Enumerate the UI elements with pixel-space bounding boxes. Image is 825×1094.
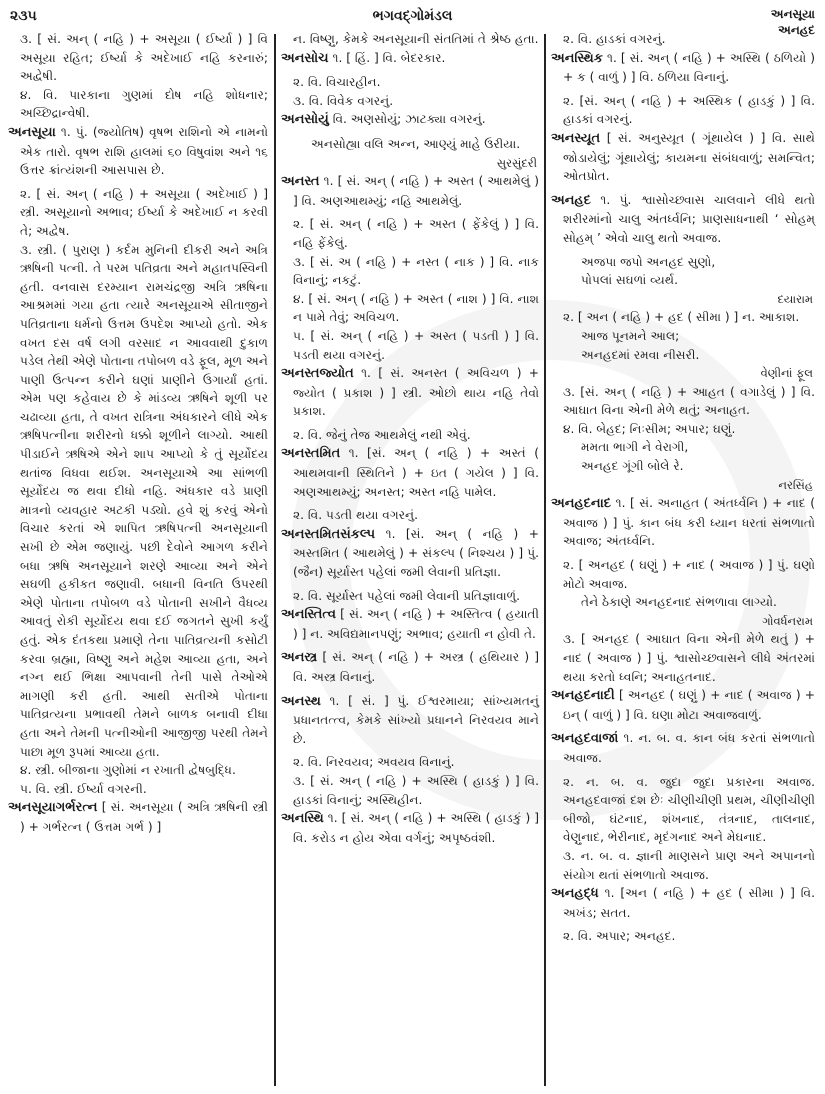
entry-definition: ૧. [સં. અન્ ( નહિ ) + અસ્તં ( આથમવાની સ્થિતિને ) + ઇત ( ગયેલ ) ] વિ. અણઆથમ્યું; અનસ્ત; અસ્ત નહિ પામેલ. — [293, 446, 539, 499]
citation-quote: અનહદ ગૂંગી બોલે રે. — [581, 459, 684, 474]
page-header — [0, 4, 825, 40]
entry-headword: અનસોયું — [281, 112, 329, 128]
entry-sense: ૪. વિ. પારકાના ગુણમાં દોષ નહિ શોધનાર; અચ્છિદ્રાન્વેષી. — [20, 87, 268, 121]
dictionary-entry — [281, 525, 539, 582]
entry-sense: ૨. વિ. પડતી થયા વગરનું. — [293, 508, 418, 523]
entry-sense: ૨. વિ. અપાર; અનહદ. — [563, 929, 676, 944]
entry-headword: અનસ્ત — [281, 174, 320, 190]
entry-headword: અનસ્યૂત — [551, 130, 601, 146]
entry-headword: અનસ્તજ્યોત — [281, 366, 354, 382]
entry-sense: ૪. [ સં. અન્ ( નહિ ) + અસ્ત ( નાશ ) ] વિ. નાશ ન પામે તેવું; અવિચળ. — [293, 291, 539, 325]
entry-definition: ૧. [સં. અન્ ( નહિ ) + અસ્તમિત ( આથમેલું ) + સંકલ્પ ( નિશ્ચય ) ] પું. (જૈન) સૂર્યાસ્ત પહેલાં જમી લેવાની પ્રતિજ્ઞા. — [293, 526, 539, 580]
entry-headword: અનહદનાદી — [551, 688, 615, 704]
citation-source: નરસિંહ — [778, 477, 813, 492]
entry-headword: અનહદ — [551, 192, 591, 208]
entry-definition: [ સં. અનુસ્યૂત ( ગૂંથાયેલ ) ] વિ. સાથે જોડાયેલું; ગૂંથાયેલું; કાયમના સંબંધવાળું; સમન્વિત; ઓતપ્રોત. — [563, 130, 815, 184]
entry-definition: ૧. [ સં. અન્ ( નહિ ) + અસ્થિ ( ઠળિયો ) + ક ( વાળું ) ] વિ. ઠળિયા વિનાનું. — [563, 50, 815, 85]
entry-sense: ૫. [ સં. અન્ ( નહિ ) + અસ્ત ( પડતી ) ] વિ. પડતી થયા વગરનું. — [293, 328, 539, 362]
dictionary-entry — [551, 191, 815, 248]
entry-sense: ૪. વિ. બેહદ; નિઃસીમ; અપાર; ઘણું. — [563, 421, 736, 436]
guide-word-first: અનસૂયા — [770, 7, 815, 21]
entry-sense: ૨. વિ. જેનું તેજ આથમેલું નથી એવું. — [293, 427, 471, 442]
entry-headword: અનસ્થિ — [281, 811, 324, 827]
dictionary-entry — [551, 494, 815, 551]
entry-sense: ૩. ન. બ. વ. જ્ઞાની માણસને પ્રાણ અને અપાનનો સંયોગ થતાં સંભળાતો અવાજ. — [563, 848, 815, 882]
page-title: ભગવદ્ગોમંડલ — [372, 8, 453, 24]
entry-definition: ૧. [ હિં. ] વિ. બેદરકાર. — [328, 50, 446, 65]
dictionary-entry — [551, 686, 815, 724]
citation-source: દયારામ — [777, 291, 813, 306]
dictionary-entry — [281, 692, 539, 749]
guide-word-last: અનહદ — [778, 23, 815, 37]
entry-definition: ૧. [ સં. અનાહત ( અંતર્ધ્વનિ ) + નાદ ( અવાજ ) ] પું. કાન બંધ કરી ધ્યાન ધરતાં સંભળાતો અવાજ; અંતર્ધ્વનિ. — [563, 496, 815, 549]
dictionary-entry — [281, 648, 539, 686]
entry-definition: ૧. ન. બ. વ. કાન બંધ કરતાં સંભળાતો અવાજ. — [563, 731, 815, 765]
column-3 — [551, 30, 815, 946]
entry-sense: ૨. વિ. નિરવયવ; અવયવ વિનાનું. — [293, 755, 455, 770]
entry-definition: ૧. [ સં. અનસ્ત ( અવિચળ ) + જ્યોત ( પ્રકાશ ) ] સ્ત્રી. ઓછો થાય નહિ તેવો પ્રકાશ. — [293, 366, 539, 419]
dictionary-entry — [281, 809, 539, 847]
citation-quote: અજપા જપો અનહદ સુણો, — [581, 254, 716, 269]
entry-sense: ૨. ન. બ. વ. જુદા જુદા પ્રકારના અવાજ. અનહદવાજાં દશ છેઃ ચીણીચીણી પ્રથમ, ચીણીચીણી બીજો, ઘંટનાદ, શંખનાદ, તંત્રનાદ, તાલનાદ, વેણુનાદ, ભેરીનાદ, મૃદંગનાદ અને મેઘનાદ. — [563, 774, 815, 845]
entry-sense: ૨. [ સં. અન્ ( નહિ ) + અસૂયા ( અદેખાઈ ) ] સ્ત્રી. અસૂયાનો અભાવ; ઈર્ષ્યા કે અદેખાઈ ન કરવી તે; અદ્વેષ. — [20, 186, 268, 238]
entry-sense: ૨. [ સં. અન્ ( નહિ ) + અસ્ત ( ફેંકેલું ) ] વિ. નહિ ફેંકેલું. — [293, 217, 539, 250]
entry-sense: ૩. [ સં. અ ( નહિ ) + નસ્ત ( નાક ) ] વિ. નાક વિનાનું; નકટું. — [293, 254, 539, 288]
citation-quote: અનહદમાં રમવા નીસરી. — [581, 347, 700, 362]
dictionary-entry — [8, 123, 268, 180]
entry-sense: ૩. [ સં. અન્ ( નહિ ) + અસ્થિ ( હાડકું ) ] વિ. હાડકાં વિનાનું; અસ્થિહીન. — [293, 773, 539, 807]
entry-headword: અનહદનાદ — [551, 496, 612, 512]
entry-definition: ૧. [ સં. ] પું. ઈશ્વરમાયા; સાંખ્યમતનું પ્રધાનતત્ત્વ, કેમકે સાંખ્યો પ્રધાનને નિરવયવ માને છે. — [293, 693, 539, 746]
entry-sense: ૨. વિ. હાડકાં વગરનું. — [563, 32, 666, 46]
guide-words — [771, 6, 815, 38]
entry-definition: [ સં. અન્ ( નહિ ) + અસ્ત્ર ( હથિયાર ) ] વિ. અસ્ત્ર વિનાનું. — [293, 650, 539, 684]
entry-sense: ૫. વિ. સ્ત્રી. ઈર્ષ્યા વગરની. — [20, 781, 147, 796]
columns — [0, 30, 825, 1094]
entry-headword: અનસ્ત્ર — [281, 650, 318, 666]
dictionary-entry — [8, 798, 268, 836]
entry-headword: અનહદ્ધ — [551, 886, 599, 902]
entry-headword: અનસૂયાગર્ભરત્ન — [8, 800, 98, 816]
entry-headword: અનસોચ — [281, 50, 329, 66]
citation-quote: પોપલાં સઘળાં વ્યર્થ. — [581, 273, 679, 288]
entry-sense: ૩. વિ. વિવેક વગરનું. — [293, 93, 394, 108]
dictionary-entry — [551, 49, 815, 87]
dictionary-entry — [551, 884, 815, 922]
entry-sense: ૨. વિ. સૂર્યાસ્ત પહેલાં જમી લેવાની પ્રતિજ્ઞાવાળું. — [293, 588, 521, 603]
citation-quote: આજ પૂનમને આલ; — [581, 328, 680, 343]
entry-headword: અનસૂયા — [8, 124, 56, 140]
entry-definition: ૧. પું. શ્વાસોચ્છ્વાસ ચાલવાને લીધે થતો શરીરમાંનો ચાલુ અંતર્ધ્વનિ; પ્રાણસાધનાથી ‘ સોહમ્ સોહમ્ ’ એવો ચાલુ થતો અવાજ. — [563, 192, 815, 245]
entry-sense: ૪. સ્ત્રી. બીજાના ગુણોમાં ન રખાતી દ્વેષબુદ્ધિ. — [20, 763, 236, 778]
entry-sense: ૨. વિ. વિચારહીન. — [293, 75, 381, 90]
entry-headword: અનહદવાજાં — [551, 731, 619, 747]
citation-quote: અનસોહ્યા વલિ અન્ન, આણ્યું માહે ઉરીયા. — [311, 136, 521, 151]
citation-source: ગોવર્ધનરામ — [762, 613, 813, 628]
column-1 — [8, 30, 268, 842]
entry-definition: ૧. [ સં. અન્ ( નહિ ) + અસ્ત ( આથમેલું ) ] વિ. અણઆથમ્યું; નહિ આથમેલું. — [293, 174, 539, 208]
dictionary-entry — [281, 110, 539, 130]
entry-definition: વિ. અણસોયું; ઝાટક્યા વગરનું. — [328, 112, 486, 127]
page-number: ૨૩૫ — [10, 8, 37, 24]
entry-sense: ન. વિષ્ણુ, કેમકે અનસૂયાની સંતતિમાં તે શ્રેષ્ઠ હતા. — [293, 32, 539, 46]
entry-sense: ૩. [સં. અન્ ( નહિ ) + આહત ( વગાડેલું ) ] વિ. આઘાત વિના એની મેળે થતું; અનાહત. — [563, 384, 815, 418]
citation-source: વેણીનાં ફૂલ — [760, 366, 813, 381]
column-2 — [281, 30, 539, 852]
entry-headword: અનસ્થ — [281, 693, 321, 709]
entry-sense: ૨. [ અનહદ ( ઘણું ) + નાદ ( અવાજ ) ] પું. ઘણો મોટો અવાજ. — [563, 558, 815, 591]
entry-definition: [ સં. અન્ ( નહિ ) + અસ્તિત્વ ( હયાતી ) ] ન. અવિદ્યમાનપણું; અભાવ; હયાતી ન હોવી તે. — [293, 607, 539, 641]
entry-definition: ૧. [અન ( નહિ ) + હદ ( સીમા ) ] વિ. અખંડ; સતત. — [563, 886, 815, 920]
dictionary-entry — [281, 364, 539, 421]
citation-source: સુરસુંદરી — [496, 155, 537, 170]
entry-sense: ૩. [ સં. અન્ ( નહિ ) + અસૂયા ( ઈર્ષ્યા ) ] વિ અસૂયા રહિત; ઈર્ષ્યા કે અદેખાઈ નહિ કરનારું; અદ્વેષી. — [20, 32, 268, 84]
dictionary-entry — [281, 444, 539, 501]
dictionary-entry — [551, 129, 815, 186]
dictionary-entry — [281, 605, 539, 643]
entry-sense: ૨. [સં. અન્ ( નહિ ) + અસ્થિક ( હાડકું ) ] વિ. હાડકાં વગરનું. — [563, 93, 815, 127]
dictionary-entry — [551, 729, 815, 767]
entry-sense: ૩. [ અનહદ ( આઘાત વિના એની મેળે થતું ) + નાદ ( અવાજ ) ] પું. શ્વાસોચ્છ્વાસને લીધે અંતરમાં થયા કરતો ધ્વનિ; અનાહતનાદ. — [563, 632, 815, 684]
dictionary-entry — [281, 172, 539, 210]
entry-definition: [ અનહદ ( ઘણું ) + નાદ ( અવાજ ) + ઇન્ ( વાળું ) ] વિ. ઘણા મોટા અવાજવાળું. — [563, 688, 815, 722]
citation-quote: તેને ઠેકાણે અનહદનાદ સંભળાવા લાગ્યો. — [581, 595, 777, 610]
entry-definition: ૧. [ સં. અન્ ( નહિ ) + અસ્થિ ( હાડકું ) ] વિ. કરોડ ન હોય એવા વર્ગનું; અપૃષ્ઠવંશી. — [293, 811, 539, 845]
dictionary-entry — [281, 49, 539, 69]
entry-headword: અનસ્તિત્વ — [281, 607, 336, 623]
citation-quote: મમતા ભાગી ને વેરાગી, — [581, 440, 689, 455]
entry-definition: [ સં. અનસૂયા ( અત્રિ ઋષિની સ્ત્રી ) + ગર્ભરત્ન ( ઉત્તમ ગર્ભ ) ] — [20, 800, 268, 834]
entry-sense: ૩. સ્ત્રી. ( પુરાણ ) કર્દમ મુનિની દીકરી અને અત્રિ ઋષિની પત્ની. તે પરમ પતિવ્રતા અને મહાતપસ્વિની હતી. વનવાસ દરમ્યાન રામચંદ્રજી અત્રિ ઋષિના આશ્રમમાં ગયા હતા ત્યારે અનસૂયાએ સીતાજીને પતિવ્રતાના ધર્મનો ઉત્તમ ઉપદેશ આપ્યો હતો. એક વખત દસ વર્ષ લગી વરસાદ ન આવવાથી દુકાળ પડેલ તેથી એણે પોતાના તપોબળ વડે ફૂલ, મૂળ અને પાણી ઉત્પન્ન કરીને ઘણાં પ્રાણીને ઉગાર્યાં હતાં. એમ પણ કહેવાય છે કે માંડવ્ય ઋષિને શૂળી પર ચઢાવ્યા હતા, તે વખત રાત્રિના અંધકારને લીધે એક ઋષિપત્નીના શરીરનો ધક્કો શૂળીને લાગ્યો. આથી પીડાઈને ઋષિએ એને શાપ આપ્યો કે તું સૂર્યોદય થતાંજ વિધવા થઈશ. અનસૂયાએ આ સાંભળી સૂર્યોદય જ થવા દીધો નહિ. અંધકાર વડે પ્રાણી માત્રનો વ્યવહાર અટકી પડ્યો. હવે શું કરવું એનો વિચાર કરતાં એ શાપિત ઋષિપત્ની અનસૂયાની સખી છે એમ જણાયું. પછી દેવોને આગળ કરીને બધા ઋષિ અનસૂયાને શરણે આવ્યા અને એને સઘળી હકીકત જણાવી. બધાની વિનતિ ઉપરથી એણે પોતાના તપોબળ વડે પોતાની સખીને વૈધવ્ય આવતું રોકી સૂર્યોદય થવા દઈ જગતને સુખી કર્યું હતું. એક દંતકથા પ્રમાણે તેના પાતિવ્રત્યની કસોટી કરવા બ્રહ્મા, વિષ્ણુ અને મહેશ આવ્યા હતા, અને નગ્ન થઈ ભિક્ષા આપવાની તેની પાસે તેઓએ માગણી કરી હતી. આથી સતીએ પોતાના પાતિવ્રત્યના પ્રભાવથી તેમને બાળક બનાવી દીધા હતા અને તેમની પત્નીઓની આજીજી પરથી તેમને પાછા મૂળ રૂપમાં આવ્યા હતા. — [20, 242, 268, 759]
entry-sense: ૨. [ અન ( નહિ ) + હદ ( સીમા ) ] ન. આકાશ. — [563, 310, 800, 325]
entry-definition: ૧. પું. (જ્યોતિષ) વૃષભ રાશિનો એ નામનો એક તારો. વૃષભ રાશિ હાલમાં ૬૦ વિષુવાંશ અને ૧૬ ઉત્તર ક્રાંત્યંશની આસપાસ છે. — [20, 124, 268, 178]
entry-headword: અનસ્તમિત — [281, 446, 341, 462]
entry-headword: અનસ્તમિતસંકલ્પ — [281, 526, 376, 542]
entry-headword: અનસ્થિક — [551, 50, 603, 66]
